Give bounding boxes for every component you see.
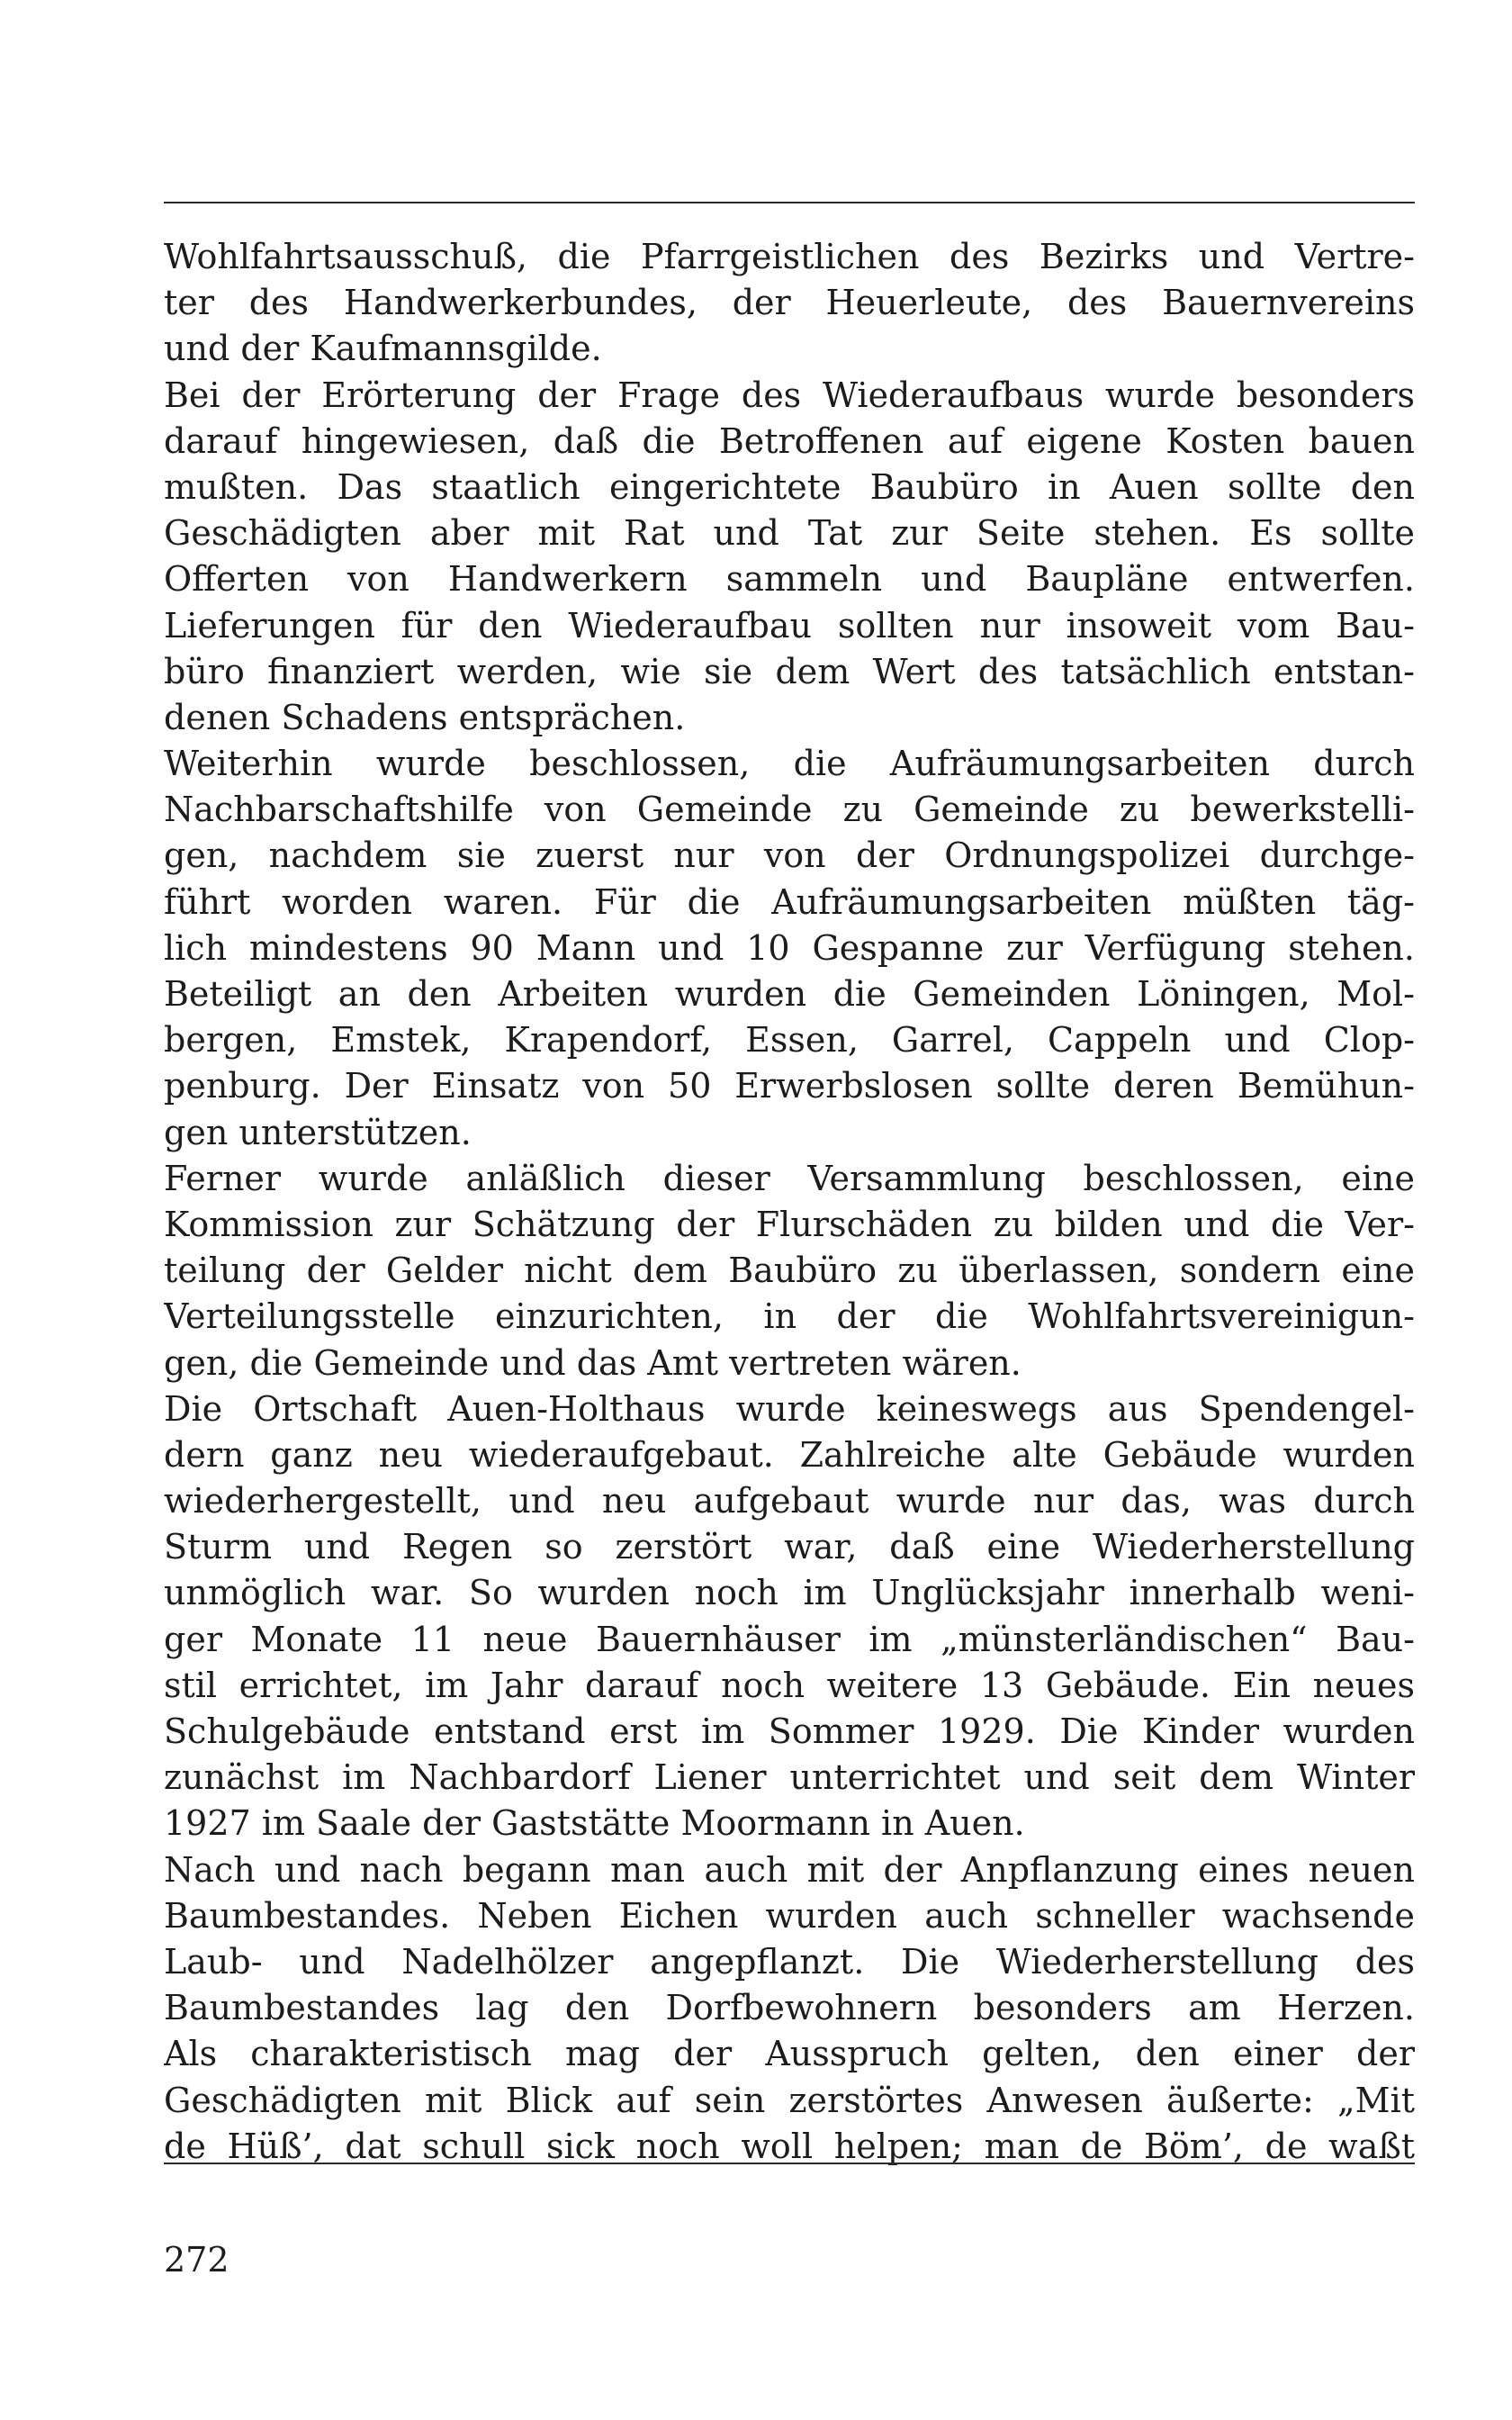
- paragraph: [164, 1156, 1415, 1386]
- text-line: Nachbarschaftshilfe von Gemeinde zu Gemeinde zu bewerkstelli-: [164, 790, 1415, 830]
- text-line: unmöglich war. So wurden noch im Unglücksjahr innerhalb weni-: [164, 1573, 1415, 1613]
- text-line: penburg. Der Einsatz von 50 Erwerbslosen sollte deren Bemühun-: [164, 1066, 1415, 1106]
- text-line: Beteiligt an den Arbeiten wurden die Gemeinden Löningen, Mol-: [164, 974, 1415, 1014]
- text-line: wiederhergestellt, und neu aufgebaut wurde nur das, was durch: [164, 1481, 1415, 1522]
- text-line: Baumbestandes lag den Dorfbewohnern besonders am Herzen.: [164, 1988, 1415, 2028]
- text-line: Ferner wurde anläßlich dieser Versammlung beschlossen, eine: [164, 1158, 1415, 1198]
- text-line: Baumbestandes. Neben Eichen wurden auch schneller wachsende: [164, 1895, 1415, 1936]
- text-line: de Hüß’, dat schull sick noch woll helpen; man de Böm’, de waßt: [164, 2126, 1415, 2166]
- text-line: Schulgebäude entstand erst im Sommer 1929. Die Kinder wurden: [164, 1711, 1415, 1751]
- paragraph: [164, 1386, 1415, 1847]
- text-line: Kommission zur Schätzung der Flurschäden zu bilden und die Ver-: [164, 1204, 1415, 1244]
- text-line: bergen, Emstek, Krapendorf, Essen, Garrel, Cappeln und Clop-: [164, 1020, 1415, 1061]
- text-line: darauf hingewiesen, daß die Betroffenen auf eigene Kosten bauen: [164, 420, 1415, 461]
- text-line: stil errichtet, im Jahr darauf noch weitere 13 Gebäude. Ein neues: [164, 1665, 1415, 1705]
- page-number: 272: [164, 2240, 230, 2280]
- text-line: zunächst im Nachbardorf Liener unterrichtet und seit dem Winter: [164, 1757, 1415, 1798]
- text-line: Geschädigten aber mit Rat und Tat zur Seite stehen. Es sollte: [164, 513, 1415, 554]
- bottom-rule: [164, 2163, 1415, 2164]
- paragraph: [164, 234, 1415, 373]
- text-line: und der Kaufmannsgilde.: [164, 329, 602, 369]
- paragraph: [164, 1847, 1415, 2170]
- text-line: dern ganz neu wiederaufgebaut. Zahlreiche alte Gebäude wurden: [164, 1434, 1415, 1475]
- text-line: ger Monate 11 neue Bauernhäuser im „münsterländischen“ Bau-: [164, 1619, 1415, 1659]
- text-line: ter des Handwerkerbundes, der Heuerleute, des Bauernvereins: [164, 283, 1415, 323]
- text-line: gen unterstützen.: [164, 1112, 472, 1152]
- text-line: führt worden waren. Für die Aufräumungsarbeiten müßten täg-: [164, 881, 1415, 922]
- text-line: Offerten von Handwerkern sammeln und Baupläne entwerfen.: [164, 559, 1415, 600]
- top-rule: [164, 202, 1415, 203]
- text-line: Wohlfahrtsausschuß, die Pfarrgeistlichen des Bezirks und Vertre-: [164, 237, 1415, 276]
- text-line: lich mindestens 90 Mann und 10 Gespanne zur Verfügung stehen.: [164, 927, 1415, 968]
- text-line: 1927 im Saale der Gaststätte Moormann in Auen.: [164, 1803, 1025, 1844]
- text-line: Bei der Erörterung der Frage des Wiederaufbaus wurde besonders: [164, 375, 1415, 415]
- text-line: Sturm und Regen so zerstört war, daß eine Wiederherstellung: [164, 1527, 1415, 1567]
- text-line: Lieferungen für den Wiederaufbau sollten nur insoweit vom Bau-: [164, 605, 1415, 646]
- text-line: Nach und nach begann man auch mit der Anpflanzung eines neuen: [164, 1849, 1415, 1890]
- text-line: mußten. Das staatlich eingerichtete Baubüro in Auen sollte den: [164, 466, 1415, 507]
- text-line: büro finanziert werden, wie sie dem Wert des tatsächlich entstan-: [164, 651, 1415, 691]
- text-line: teilung der Gelder nicht dem Baubüro zu überlassen, sondern eine: [164, 1251, 1415, 1291]
- paragraph: [164, 373, 1415, 742]
- text-line: Geschädigten mit Blick auf sein zerstörtes Anwesen äußerte: „Mit: [164, 2080, 1415, 2120]
- body-text: [164, 234, 1415, 2170]
- text-line: Als charakteristisch mag der Ausspruch gelten, den einer der: [164, 2034, 1415, 2074]
- paragraph: [164, 741, 1415, 1156]
- text-line: Laub- und Nadelhölzer angepflanzt. Die Wiederherstellung des: [164, 1941, 1415, 1982]
- text-line: Weiterhin wurde beschlossen, die Aufräumungsarbeiten durch: [164, 744, 1415, 784]
- text-line: gen, nachdem sie zuerst nur von der Ordnungspolizei durchge-: [164, 835, 1415, 876]
- text-line: denen Schadens entsprächen.: [164, 697, 686, 737]
- text-line: gen, die Gemeinde und das Amt vertreten wären.: [164, 1342, 1022, 1383]
- text-line: Die Ortschaft Auen-Holthaus wurde keineswegs aus Spendengel-: [164, 1388, 1415, 1429]
- text-line: Verteilungsstelle einzurichten, in der die Wohlfahrtsvereinigun-: [164, 1296, 1415, 1337]
